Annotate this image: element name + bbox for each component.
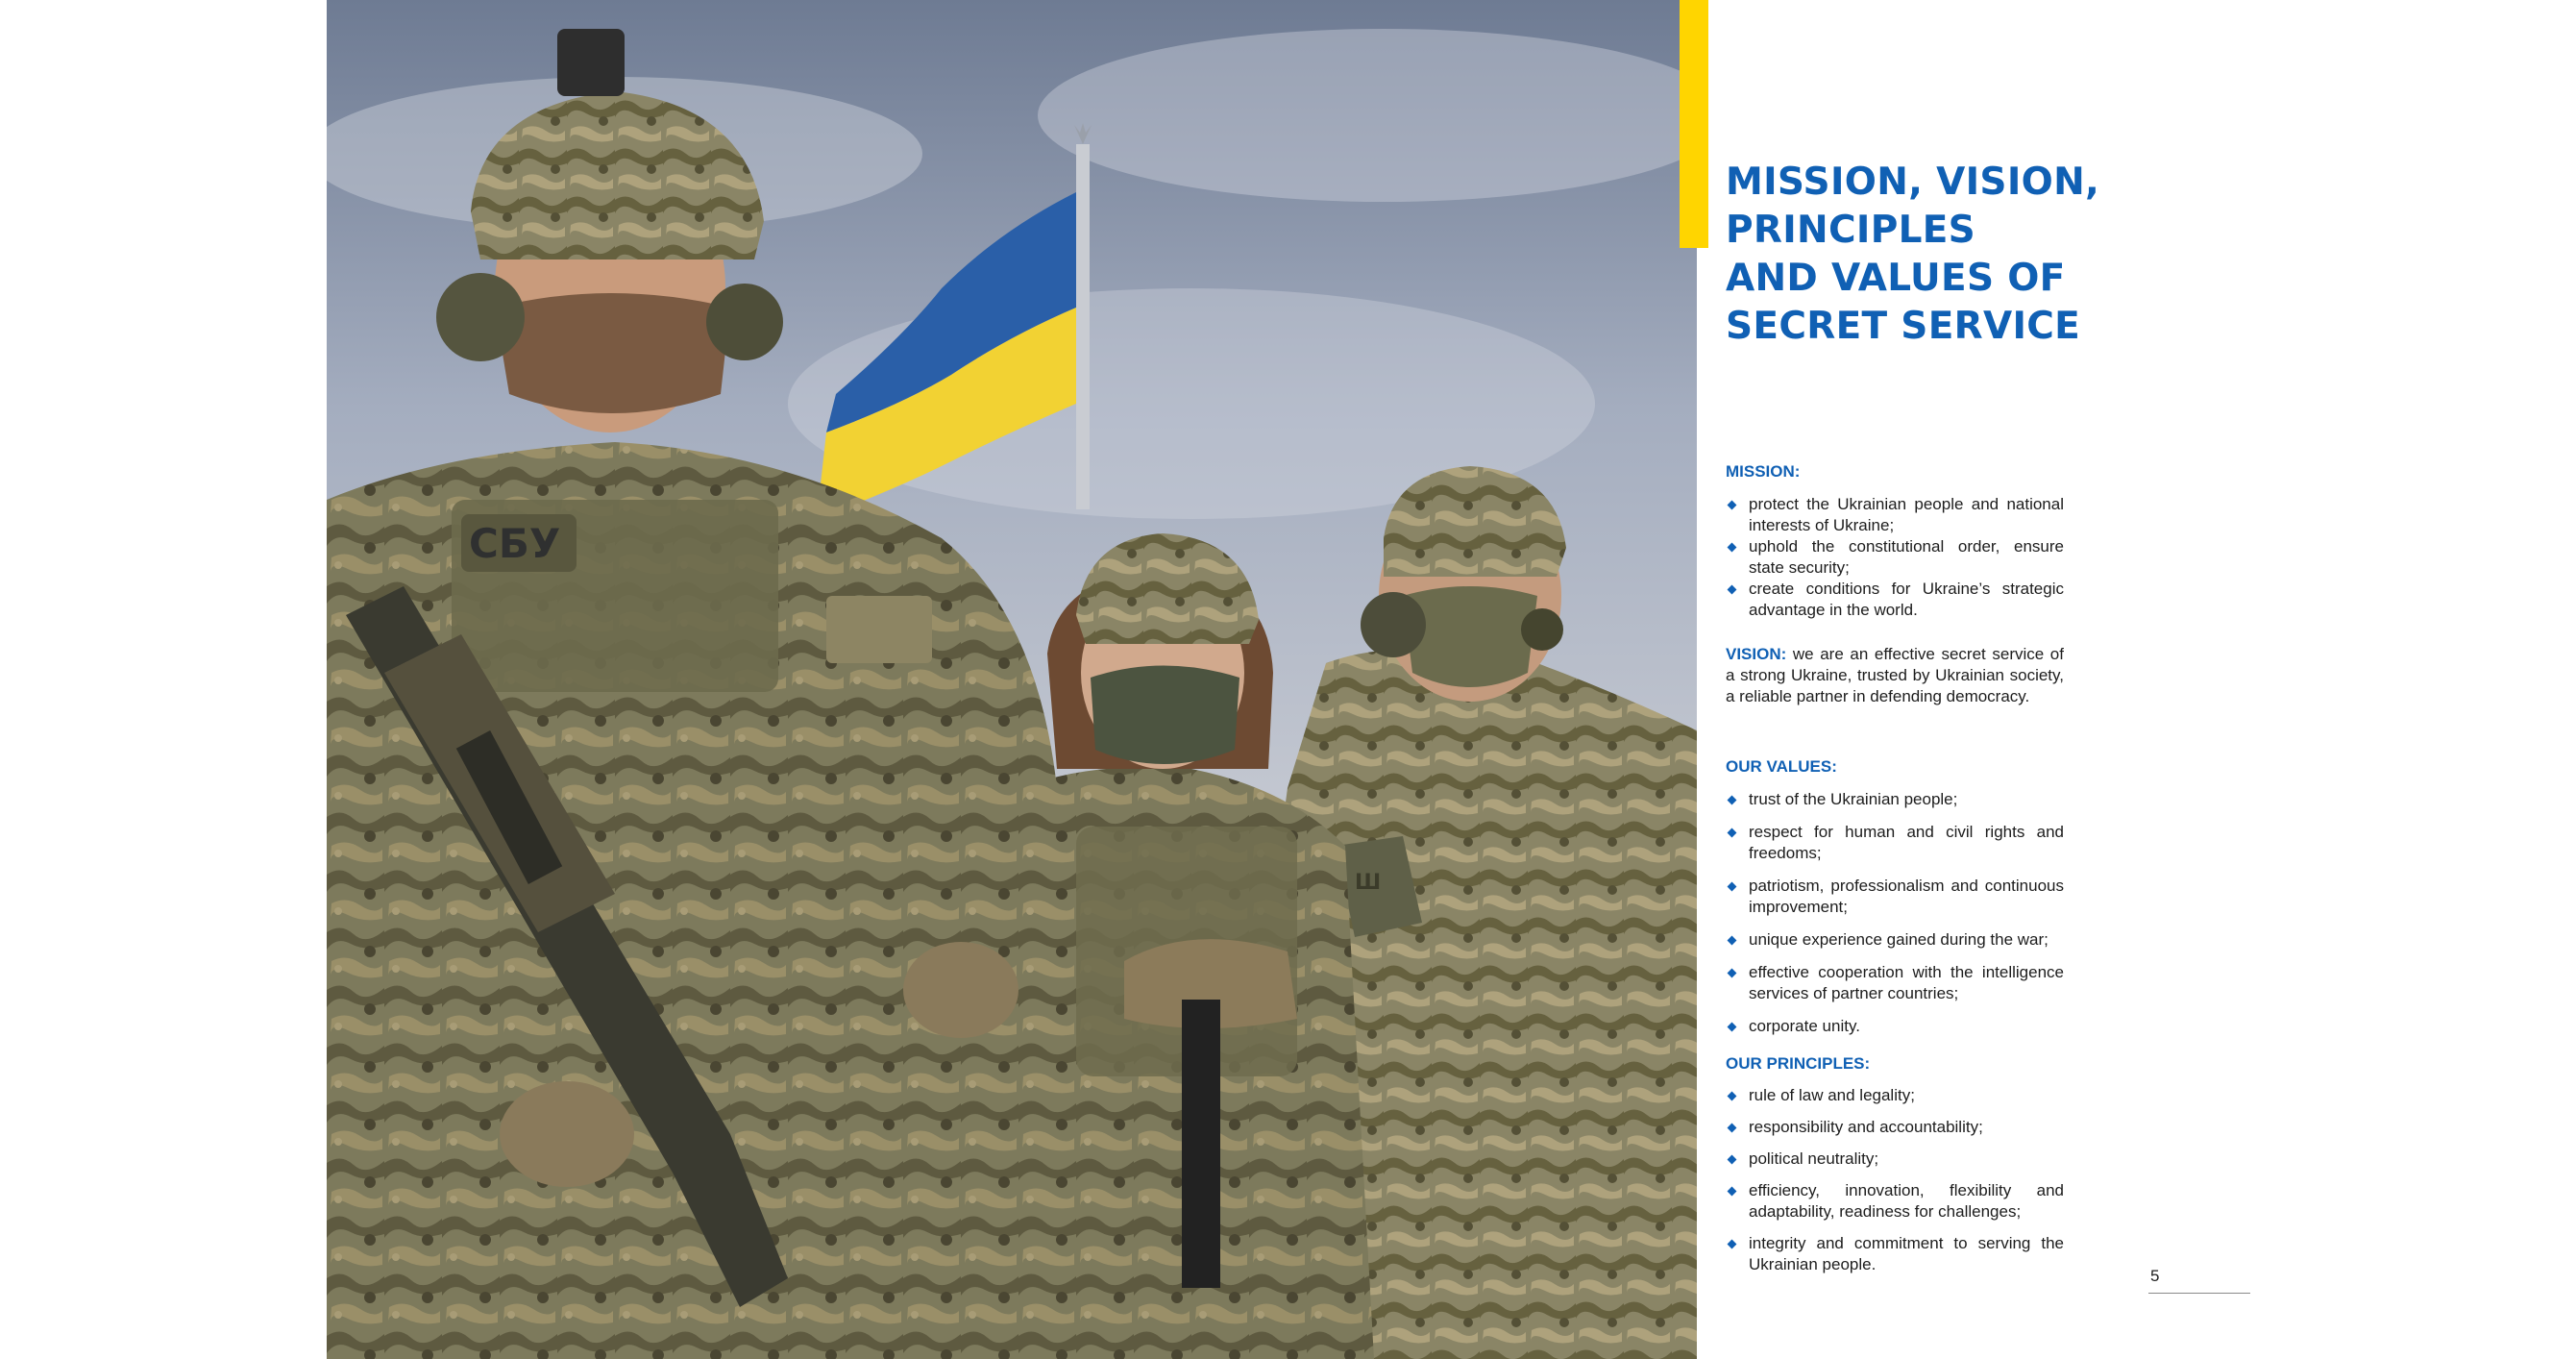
title-line-1: MISSION, VISION, [1726, 161, 2100, 204]
list-item: effective cooperation with the intelligence services of partner countries; [1726, 962, 2064, 1004]
diamond-bullet-icon [1728, 969, 1737, 978]
vision-label: VISION: [1726, 645, 1787, 663]
list-item: trust of the Ukrainian people; [1726, 789, 2064, 810]
title-line-3: AND VALUES OF [1726, 257, 2066, 300]
accent-bar [1680, 0, 1708, 248]
values-label: OUR VALUES: [1726, 757, 1837, 776]
ukrainian-security-service-soldiers-photo [327, 0, 1697, 1359]
diamond-bullet-icon [1728, 585, 1737, 595]
diamond-bullet-icon [1728, 828, 1737, 838]
principles-list [1726, 1085, 2064, 1275]
diamond-bullet-icon [1728, 796, 1737, 805]
diamond-bullet-icon [1728, 882, 1737, 892]
page-number: 5 [2150, 1267, 2160, 1285]
principles-label: OUR PRINCIPLES: [1726, 1054, 1871, 1073]
list-item: corporate unity. [1726, 1016, 2064, 1037]
diamond-bullet-icon [1728, 1023, 1737, 1032]
sbu-patch: СБУ [469, 520, 561, 567]
list-item: patriotism, professionalism and continuous improvement; [1726, 876, 2064, 918]
list-item: create conditions for Ukraine’s strategic advantage in the world. [1726, 579, 2064, 621]
diamond-bullet-icon [1728, 1092, 1737, 1101]
list-item: political neutrality; [1726, 1149, 2064, 1170]
list-item: protect the Ukrainian people and national interests of Ukraine; [1726, 494, 2064, 536]
page-number-rule [2148, 1293, 2250, 1294]
diamond-bullet-icon [1728, 1187, 1737, 1197]
list-item: efficiency, innovation, flexibility and adaptability, readiness for challenges; [1726, 1180, 2064, 1223]
list-item: unique experience gained during the war; [1726, 929, 2064, 951]
diamond-bullet-icon [1728, 936, 1737, 946]
mission-list [1726, 494, 2064, 621]
list-item: respect for human and civil rights and freedoms; [1726, 822, 2064, 864]
diamond-bullet-icon [1728, 501, 1737, 510]
vision-paragraph [1726, 644, 2064, 707]
list-item: responsibility and accountability; [1726, 1117, 2064, 1138]
diamond-bullet-icon [1728, 543, 1737, 553]
list-item: rule of law and legality; [1726, 1085, 2064, 1106]
page-title [1726, 159, 2100, 351]
values-list [1726, 789, 2064, 1037]
list-item: integrity and commitment to serving the Ukrainian people. [1726, 1233, 2064, 1275]
svg-text:Ш: Ш [1355, 871, 1382, 895]
title-line-2: PRINCIPLES [1726, 209, 1976, 252]
flagpole [1074, 123, 1092, 509]
vision-text: we are an effective secret service of a strong Ukraine, trusted by Ukrainian society, a reliable partner in defending democracy. [1726, 645, 2064, 705]
diamond-bullet-icon [1728, 1124, 1737, 1133]
diamond-bullet-icon [1728, 1240, 1737, 1249]
diamond-bullet-icon [1728, 1155, 1737, 1165]
list-item: uphold the constitutional order, ensure state security; [1726, 536, 2064, 579]
title-line-4: SECRET SERVICE [1726, 305, 2081, 348]
mission-label: MISSION: [1726, 462, 1801, 481]
